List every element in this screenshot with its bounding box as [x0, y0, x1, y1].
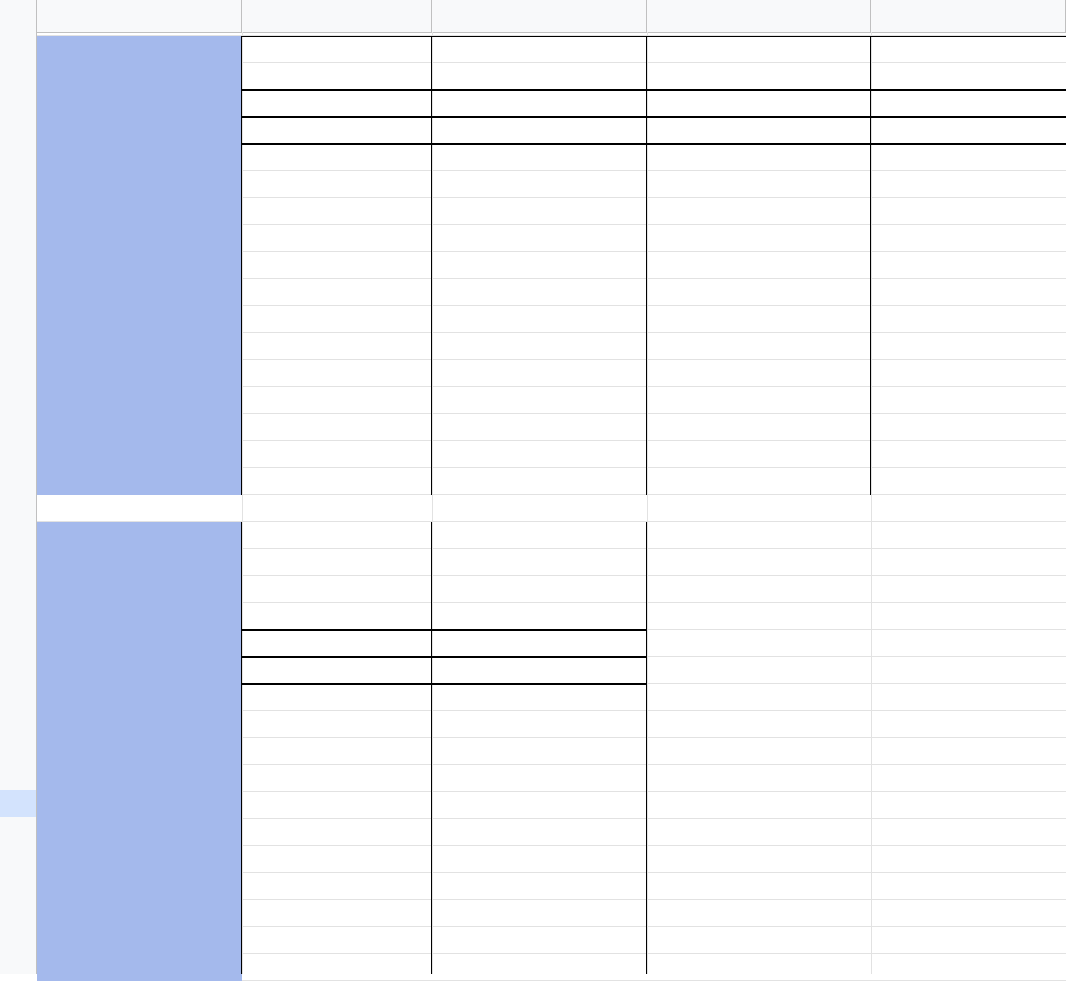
crew-number-3[interactable] — [37, 738, 242, 765]
row-number-18[interactable] — [0, 385, 36, 412]
row-number-35[interactable] — [0, 817, 36, 844]
crew-member[interactable] — [432, 846, 647, 873]
crew-number-10[interactable] — [37, 387, 242, 414]
boat-location[interactable] — [871, 63, 1066, 90]
crew-member[interactable] — [432, 684, 647, 711]
nonkeelboat-name[interactable] — [432, 522, 647, 549]
label-skipper[interactable] — [37, 657, 242, 684]
crew-member[interactable] — [242, 738, 432, 765]
crew-preferred-value[interactable] — [432, 549, 647, 576]
crew-member[interactable] — [242, 252, 432, 279]
crew-member[interactable] — [432, 252, 647, 279]
crew-member[interactable] — [242, 144, 432, 171]
cell-border — [870, 36, 871, 495]
row-number-24[interactable] — [0, 547, 36, 574]
boat-location[interactable] — [432, 603, 647, 630]
crew-number-12[interactable] — [37, 441, 242, 468]
boat-name[interactable] — [871, 90, 1066, 117]
crew-member[interactable] — [432, 765, 647, 792]
label-length[interactable] — [37, 576, 242, 603]
crew-number-2[interactable] — [37, 171, 242, 198]
cell-border — [646, 36, 647, 495]
column-header-d[interactable] — [647, 0, 871, 32]
row-number-37[interactable] — [0, 871, 36, 898]
cell-border — [242, 143, 1066, 145]
crew-number-1[interactable] — [37, 144, 242, 171]
cell-border — [242, 116, 1066, 118]
boat-skipper[interactable] — [647, 117, 871, 144]
crew-number-4[interactable] — [37, 225, 242, 252]
crew-member[interactable] — [871, 225, 1066, 252]
row-number-10[interactable] — [0, 169, 36, 196]
column-header-a[interactable] — [37, 0, 242, 32]
crew-member[interactable] — [432, 792, 647, 819]
crew-member[interactable] — [432, 711, 647, 738]
crew-member[interactable] — [432, 927, 647, 954]
row-number-34[interactable] — [0, 790, 36, 817]
column-header-e[interactable] — [871, 0, 1066, 32]
boat-skipper[interactable] — [432, 657, 647, 684]
crew-number-4[interactable] — [37, 765, 242, 792]
nonkeelboat-name[interactable] — [242, 522, 432, 549]
row-number-33[interactable] — [0, 763, 36, 790]
row-number-6[interactable] — [0, 61, 36, 88]
boat-name[interactable] — [242, 90, 432, 117]
row-number-23[interactable] — [0, 520, 36, 547]
cell-border — [242, 36, 1066, 37]
crew-number-10[interactable] — [37, 927, 242, 954]
crew-number-6[interactable] — [37, 279, 242, 306]
crew-member[interactable] — [242, 684, 432, 711]
row-number-22[interactable] — [0, 493, 36, 520]
crew-preferred-value[interactable] — [242, 549, 432, 576]
crew-member[interactable] — [242, 765, 432, 792]
cell-border — [242, 683, 647, 685]
crew-member[interactable] — [432, 198, 647, 225]
corner-cell[interactable] — [0, 0, 37, 32]
crew-number-8[interactable] — [37, 873, 242, 900]
crew-member[interactable] — [242, 279, 432, 306]
crew-number-6[interactable] — [37, 819, 242, 846]
crew-member[interactable] — [242, 711, 432, 738]
boat-height[interactable] — [432, 36, 647, 63]
row-number-15[interactable] — [0, 304, 36, 331]
cell-border — [242, 656, 647, 658]
cell-border — [241, 522, 242, 974]
crew-number-3[interactable] — [37, 198, 242, 225]
row-number-12[interactable] — [0, 223, 36, 250]
crew-member[interactable] — [242, 441, 432, 468]
row-number-16[interactable] — [0, 331, 36, 358]
row-number-39[interactable] — [0, 925, 36, 952]
row-number-19[interactable] — [0, 412, 36, 439]
cell-border — [431, 522, 432, 974]
crew-number-9[interactable] — [37, 900, 242, 927]
boat-location[interactable] — [242, 63, 432, 90]
boat-name[interactable] — [432, 630, 647, 657]
cell-border — [241, 36, 242, 495]
row-number-9[interactable] — [0, 142, 36, 169]
row-number-20[interactable] — [0, 439, 36, 466]
boat-name[interactable] — [647, 90, 871, 117]
boat-skipper[interactable] — [432, 117, 647, 144]
crew-number-1[interactable] — [37, 684, 242, 711]
row-number-26[interactable] — [0, 574, 36, 601]
row-number-11[interactable] — [0, 196, 36, 223]
crew-member[interactable] — [871, 198, 1066, 225]
column-header-b[interactable] — [242, 0, 432, 32]
row-number-38[interactable] — [0, 898, 36, 925]
row-number-8[interactable] — [0, 115, 36, 142]
crew-member[interactable] — [242, 360, 432, 387]
crew-member[interactable] — [647, 144, 871, 171]
crew-member[interactable] — [242, 171, 432, 198]
row-number-13[interactable] — [0, 250, 36, 277]
row-number-40[interactable] — [0, 952, 36, 979]
crew-number-8[interactable] — [37, 333, 242, 360]
crew-member[interactable] — [432, 900, 647, 927]
crew-member[interactable] — [432, 171, 647, 198]
crew-member[interactable] — [647, 225, 871, 252]
crew-number-13[interactable] — [37, 468, 242, 495]
crew-number-7[interactable] — [37, 846, 242, 873]
row-number-32[interactable] — [0, 736, 36, 763]
row-number-17[interactable] — [0, 358, 36, 385]
boat-height[interactable] — [871, 36, 1066, 63]
cell-border — [242, 89, 1066, 91]
crew-number-5[interactable] — [37, 792, 242, 819]
crew-member[interactable] — [432, 954, 647, 981]
boat-skipper[interactable] — [242, 117, 432, 144]
crew-number-11[interactable] — [37, 954, 242, 981]
crew-member[interactable] — [242, 414, 432, 441]
crew-number-5[interactable] — [37, 252, 242, 279]
row-number-31[interactable] — [0, 709, 36, 736]
cell-border — [646, 522, 647, 974]
crew-member[interactable] — [871, 252, 1066, 279]
crew-member[interactable] — [647, 252, 871, 279]
column-header-c[interactable] — [432, 0, 647, 32]
crew-member[interactable] — [432, 873, 647, 900]
crew-member[interactable] — [432, 819, 647, 846]
label-boat[interactable] — [37, 630, 242, 657]
boat-location[interactable] — [647, 63, 871, 90]
crew-number-2[interactable] — [37, 711, 242, 738]
crew-member[interactable] — [432, 225, 647, 252]
row-number-36[interactable] — [0, 844, 36, 871]
label-nonkeelboats[interactable] — [37, 522, 242, 549]
crew-member[interactable] — [871, 171, 1066, 198]
boat-location[interactable] — [242, 603, 432, 630]
boat-name[interactable] — [242, 630, 432, 657]
row-number-14[interactable] — [0, 277, 36, 304]
cell-border — [431, 36, 432, 495]
row-number-5[interactable] — [0, 34, 36, 61]
length-value[interactable] — [432, 576, 647, 603]
crew-member[interactable] — [432, 144, 647, 171]
row-number-30[interactable] — [0, 682, 36, 709]
row-number-28[interactable] — [0, 628, 36, 655]
crew-member[interactable] — [242, 387, 432, 414]
boat-location[interactable] — [432, 63, 647, 90]
label-location[interactable] — [37, 63, 242, 90]
crew-member[interactable] — [242, 468, 432, 495]
label-location[interactable] — [37, 603, 242, 630]
crew-member[interactable] — [432, 738, 647, 765]
row-number-29[interactable] — [0, 655, 36, 682]
label-crew-preferred[interactable] — [37, 549, 242, 576]
row-number-27[interactable] — [0, 601, 36, 628]
crew-member[interactable] — [647, 198, 871, 225]
crew-number-9[interactable] — [37, 360, 242, 387]
length-value[interactable] — [242, 576, 432, 603]
label-height[interactable] — [37, 36, 242, 63]
row-number-21[interactable] — [0, 466, 36, 493]
crew-member[interactable] — [242, 306, 432, 333]
crew-member[interactable] — [871, 144, 1066, 171]
crew-number-11[interactable] — [37, 414, 242, 441]
boat-height[interactable] — [647, 36, 871, 63]
crew-number-7[interactable] — [37, 306, 242, 333]
cell-border — [242, 629, 647, 631]
crew-member[interactable] — [647, 171, 871, 198]
crew-member[interactable] — [242, 198, 432, 225]
label-boat[interactable] — [37, 90, 242, 117]
row-number-7[interactable] — [0, 88, 36, 115]
boat-height[interactable] — [242, 36, 432, 63]
crew-member[interactable] — [242, 225, 432, 252]
boat-name[interactable] — [432, 90, 647, 117]
boat-skipper[interactable] — [871, 117, 1066, 144]
crew-member[interactable] — [242, 333, 432, 360]
boat-skipper[interactable] — [242, 657, 432, 684]
label-skipper[interactable] — [37, 117, 242, 144]
